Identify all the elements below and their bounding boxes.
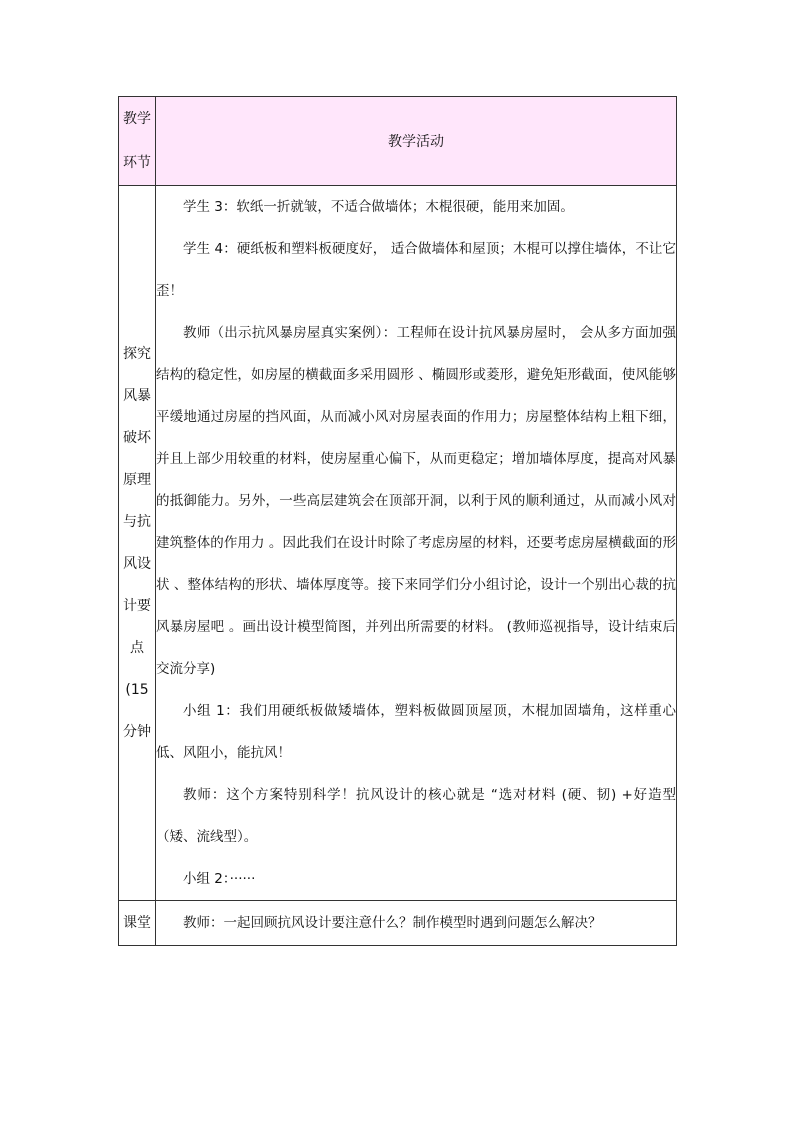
student-3-paragraph: 学生 3：软纸一折就皱，不适合做墙体；木棍很硬，能用来加固。 [183,199,574,215]
section-line: 与抗 [123,514,151,530]
table-row [119,186,677,901]
section-line: 风设 [123,556,151,572]
lesson-table [118,96,677,946]
section-line: (15 [125,682,149,698]
section-line: 风暴 [123,388,151,404]
section-cell-explore [119,186,156,901]
activity-cell-class [156,901,677,946]
section-line: 探究 [123,346,151,362]
section-line: 课堂 [123,915,151,931]
teacher-case-paragraph: 教师（出示抗风暴房屋真实案例）：工程师在设计抗风暴房屋时， 会从多方面加强结构的稳定性，如房屋的横截面多采用圆形 、椭圆形或菱形，避免矩形截面，使风能够平缓地通过房屋的挡风面，从而减小风对房屋表面的作用力；房屋整体结构上粗下细，并且上部少用较重的材料，使房屋重心偏下，从而更稳定；增加墙体厚度，提高对风暴的抵御能力。另外，一些高层建筑会在顶部开洞，以利于风的顺利通过，从而减小风对建筑整体的作用力 。因此我们在设计时除了考虑房屋的材料，还要考虑房屋横截面的形状 、整体结构的形状、墙体厚度等。接下来同学们分小组讨论，设计一个别出心裁的抗风暴房屋吧 。画出设计模型简图，并列出所需要的材料。 (教师巡视指导，设计结束后交流分享) [156,325,676,677]
section-line: 计要 [123,598,151,614]
table-row [119,901,677,946]
group-2-paragraph: 小组 2：······ [183,871,256,887]
student-4-paragraph: 学生 4：硬纸板和塑料板硬度好， 适合做墙体和屋顶；木棍可以撑住墙体，不让它歪！ [156,241,676,299]
header-activity-cell [156,97,677,186]
section-line: 点 [130,640,144,656]
activity-cell-explore [156,186,677,901]
group-1-paragraph: 小组 1：我们用硬纸板做矮墙体，塑料板做圆顶屋顶，木棍加固墙角，这样重心低、风阻小，能抗风！ [156,703,676,761]
section-line: 破坏 [123,430,151,446]
teacher-comment-paragraph: 教师：这个方案特别科学！抗风设计的核心就是 “选对材料 (硬、韧) +好造型（矮、流线型）。 [156,787,676,845]
teacher-review-paragraph: 教师：一起回顾抗风设计要注意什么？制作模型时遇到问题怎么解决？ [183,915,602,931]
section-line: 分钟 [123,724,151,740]
table-header-row [119,97,677,186]
header-activity-label: 教学活动 [388,134,444,150]
section-line: 原理 [123,472,151,488]
header-section-cell [119,97,156,186]
header-section-label: 教学环节 [123,111,151,171]
section-cell-class [119,901,156,946]
